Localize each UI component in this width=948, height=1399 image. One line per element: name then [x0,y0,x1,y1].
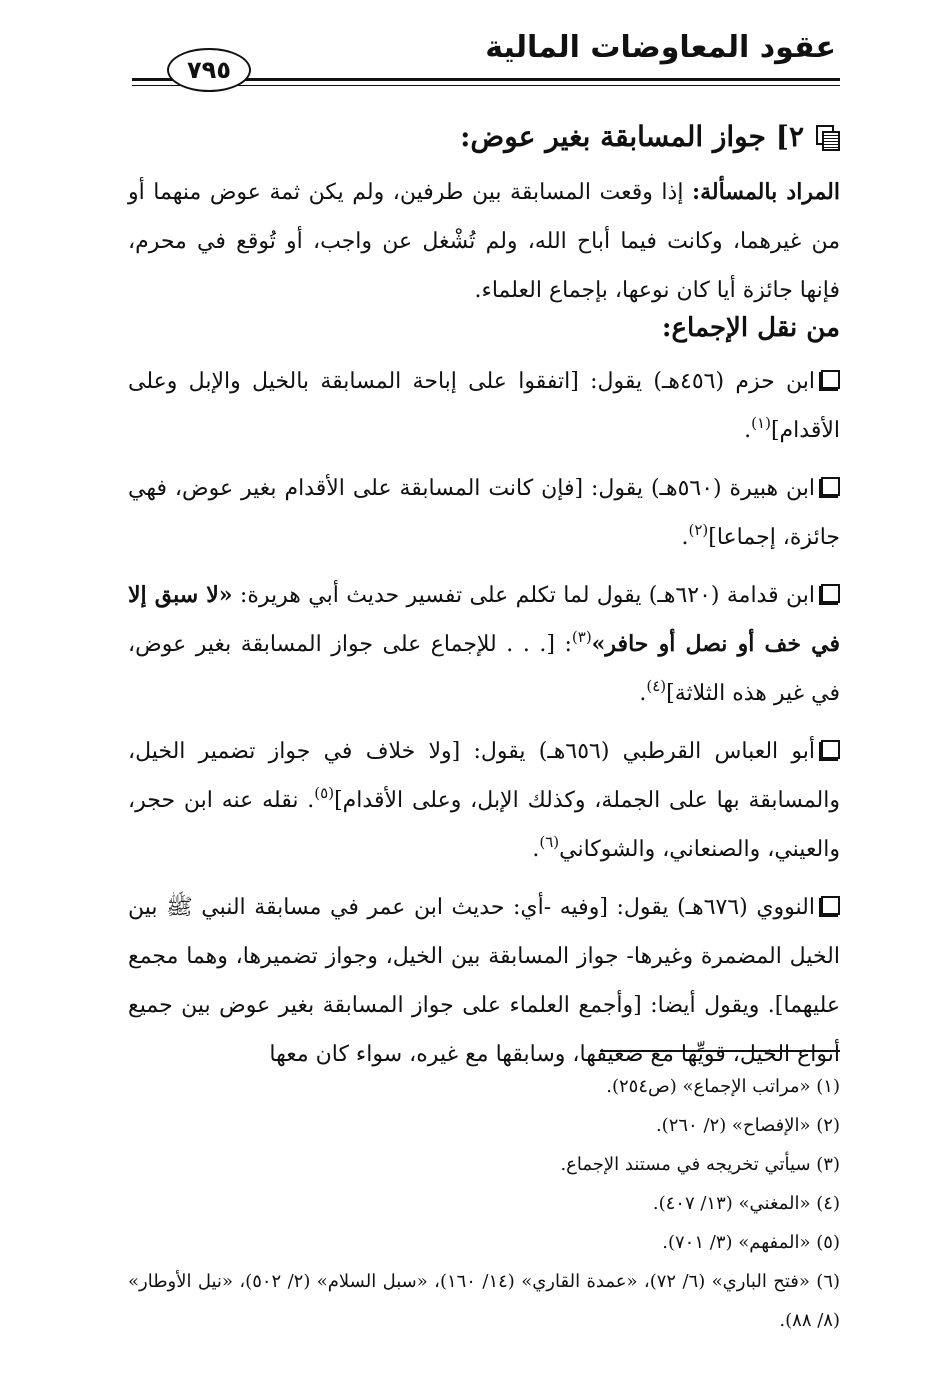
footnote-ref: (١) [751,414,771,432]
intro-paragraph [128,168,840,324]
consensus-list [128,357,840,1088]
intro-text: إذا وقعت المسابقة بين طرفين، ولم يكن ثمة عوض منهما أو من غيرهما، وكانت فيما أباح الله، ولم تُشْغل عن واجب، أو تُوقع في محرم، فإنها جائزة أيا كان نوعها، بإجماع العلماء. [128,180,840,303]
section-stack-icon [816,125,840,149]
section-heading [460,120,840,153]
checkbox-bullet-icon [821,896,840,915]
section-heading-text: ٢] جواز المسابقة بغير عوض: [460,120,804,153]
page-number-badge [167,48,251,92]
checkbox-bullet-icon [821,740,840,759]
page-number: ٧٩٥ [187,56,231,84]
footnote: (٦) «فتح الباري» (٦/ ٧٢)، «عمدة القاري» (١٤/ ١٦٠)، «سبل السلام» (٢/ ٥٠٢)، «نيل الأوطار» (٨/ ٨٨). [128,1271,841,1331]
consensus-item: النووي (٦٧٦هـ) يقول: [وفيه -أي: حديث ابن عمر في مسابقة النبي ﷺ بين الخيل المضمرة وغيرها- جواز المسابقة بين الخيل، وجواز تضميرها، وهما مجمع عليهما]. ويقول أيضا: [وأجمع العلماء على جواز المسابقة بغير عوض بين جميع أنواع الخيل، قويِّها مع ضعيفها، وسابقها مع غيره، سواء كان معها [128,895,840,1067]
consensus-item: أبو العباس القرطبي (٦٥٦هـ) يقول: [ولا خلاف في جواز تضمير الخيل، والمسابقة بها على الجملة، وكذلك الإبل، وعلى الأقدام]$^{(٥)}$. نقله عنه ابن حجر، والعيني، والصنعاني، والشوكاني$^{(٦)}$. [128,739,840,862]
footnote: (٥) «المفهم» (٣/ ٧٠١). [662,1232,840,1253]
footnote-ref: (٤) [646,677,667,695]
footnote: (٣) سيأتي تخريجه في مستند الإجماع. [560,1154,840,1175]
consensus-heading: من نقل الإجماع: [661,313,840,343]
checkbox-bullet-icon [821,584,840,603]
hadith-quote: «لا سبق إلا في خف أو نصل أو حافر» [128,582,840,657]
footnote-separator [600,1050,840,1052]
consensus-item: ابن حزم (٤٥٦هـ) يقول: [اتفقوا على إباحة المسابقة بالخيل والإبل وعلى الأقدام]$^{(١)}$. [128,369,840,443]
footnote: (١) «مراتب الإجماع» (ص٢٥٤). [606,1076,840,1097]
footnote: (٤) «المغني» (١٣/ ٤٠٧). [652,1193,840,1214]
footnotes [128,1067,840,1340]
checkbox-bullet-icon [821,370,840,389]
checkbox-bullet-icon [821,477,840,496]
footnote-ref: (٣) [571,628,592,646]
footnote-ref: (٥) [314,784,335,802]
intro-label: المراد بالمسألة: [692,179,840,205]
consensus-item: ابن هبيرة (٥٦٠هـ) يقول: [فإن كانت المسابقة على الأقدام بغير عوض، فهي جائزة، إجماعا]$^{(٢)}$. [128,476,840,550]
footnote-ref: (٢) [688,521,709,539]
footnote-ref: (٦) [539,833,560,851]
footnote: (٢) «الإفصاح» (٢/ ٢٦٠). [655,1115,840,1136]
consensus-item: ابن قدامة (٦٢٠هـ) يقول لما تكلم على تفسير حديث أبي هريرة: «لا سبق إلا في خف أو نصل أو حافر»$^{(٣)}$: [. . . للإجماع على جواز المسابقة بغير عوض، في غير هذه الثلاثة]$^{(٤)}$. [128,582,840,706]
running-header-title: عقود المعاوضات المالية [485,30,836,65]
